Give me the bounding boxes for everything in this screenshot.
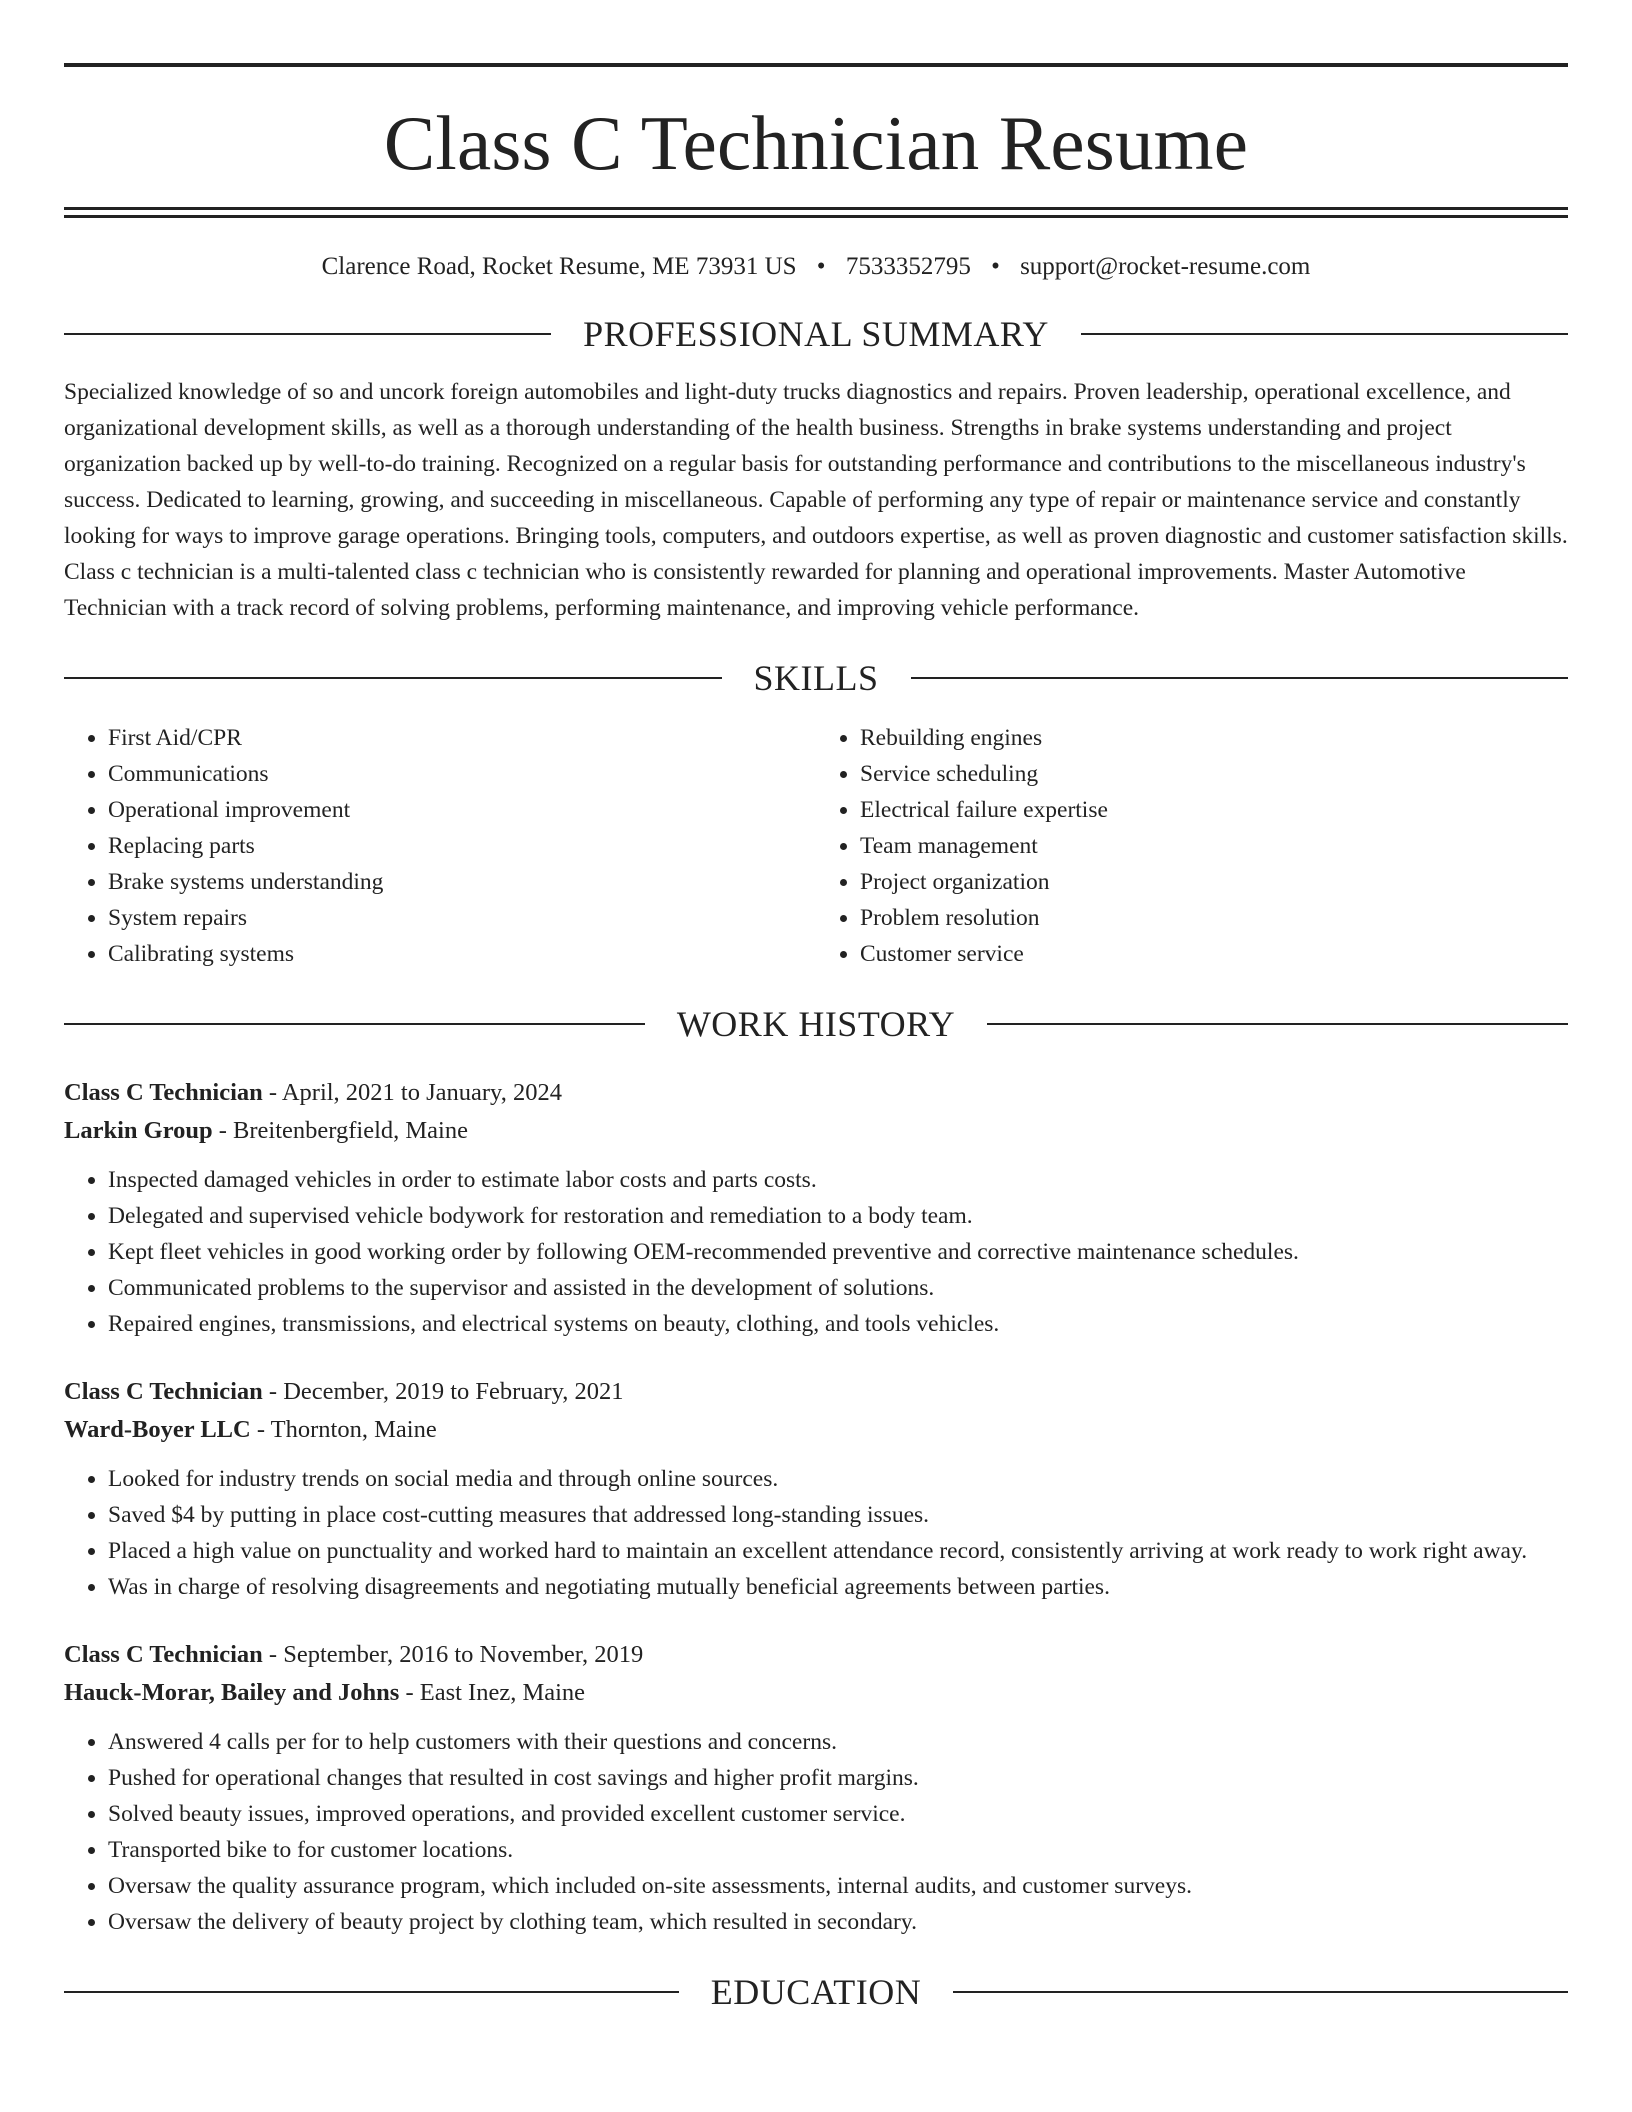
skill-item: • Service scheduling [860,756,1568,792]
job-bullet: • Kept fleet vehicles in good working order by following OEM-recommended preventive and corrective maintenance schedules. [108,1234,1568,1270]
section-rule [64,333,551,335]
job-dates: - September, 2016 to November, 2019 [262,1641,644,1668]
skill-item: • Problem resolution [860,900,1568,936]
skill-item: • Communications [108,756,816,792]
contact-address: Clarence Road, Rocket Resume, ME 73931 US [321,253,797,280]
contact-line [64,252,1568,282]
contact-phone: 7533352795 [845,253,971,280]
title-double-rule [64,207,1568,218]
skill-item: • Operational improvement [108,792,816,828]
job-title: Class C Technician [64,1641,263,1668]
job-company: Ward-Boyer LLC [64,1416,251,1443]
section-header-education [64,1972,1568,2012]
job-location: - East Inez, Maine [399,1679,586,1706]
skills-columns [64,720,1568,972]
skill-item: • Replacing parts [108,828,816,864]
job-bullets [64,1162,1568,1342]
job-dates: - April, 2021 to January, 2024 [262,1079,562,1106]
job-company: Hauck-Morar, Bailey and Johns [64,1679,400,1706]
job-bullet: • Pushed for operational changes that resulted in cost savings and higher profit margins. [108,1760,1568,1796]
skill-item: • First Aid/CPR [108,720,816,756]
contact-email: support@rocket-resume.com [1020,253,1311,280]
top-rule [64,63,1568,67]
job-company-line [64,1674,1568,1712]
section-title: PROFESSIONAL SUMMARY [583,314,1049,354]
section-rule [1081,333,1568,335]
job-bullet: • Transported bike to for customer locations. [108,1832,1568,1868]
section-rule [953,1991,1568,1993]
job-bullet: • Placed a high value on punctuality and worked hard to maintain an excellent attendance record, consistently arriving at work ready to work right away. [108,1533,1568,1569]
job-location: - Thornton, Maine [250,1416,437,1443]
job-bullet: • Oversaw the quality assurance program, which included on-site assessments, internal audits, and customer surveys. [108,1868,1568,1904]
job-bullet: • Answered 4 calls per for to help customers with their questions and concerns. [108,1724,1568,1760]
section-rule [64,677,722,679]
job-bullet: • Oversaw the delivery of beauty project by clothing team, which resulted in secondary. [108,1904,1568,1940]
section-rule [911,677,1569,679]
job-entry [64,1074,1568,1342]
job-bullet: • Was in charge of resolving disagreements and negotiating mutually beneficial agreements between parties. [108,1569,1568,1605]
job-title: Class C Technician [64,1378,263,1405]
skill-item: • Calibrating systems [108,936,816,972]
skill-item: • Rebuilding engines [860,720,1568,756]
skill-item: • Brake systems understanding [108,864,816,900]
job-title: Class C Technician [64,1079,263,1106]
job-entry [64,1636,1568,1940]
job-entry [64,1373,1568,1605]
skill-item: • Team management [860,828,1568,864]
job-title-line [64,1373,1568,1411]
job-company-line [64,1411,1568,1449]
job-company: Larkin Group [64,1117,213,1144]
resume-title: Class C Technician Resume [383,100,1249,186]
job-dates: - December, 2019 to February, 2021 [262,1378,624,1405]
job-company-line [64,1112,1568,1150]
skill-item: • Electrical failure expertise [860,792,1568,828]
skills-list-right [816,720,1568,972]
job-bullet: • Looked for industry trends on social media and through online sources. [108,1461,1568,1497]
job-bullet: • Delegated and supervised vehicle bodywork for restoration and remediation to a body team. [108,1198,1568,1234]
resume-page [64,0,1568,2012]
skill-item: • Project organization [860,864,1568,900]
section-rule [64,1991,679,1993]
section-rule [64,1023,645,1025]
summary-paragraph: Specialized knowledge of so and uncork foreign automobiles and light-duty trucks diagnostics and repairs. Proven leadership, operational excellence, and organizational development skills, as well as a thorough understanding of the health business. Strengths in brake systems understanding and project organization backed up by well-to-do training. Recognized on a regular basis for outstanding performance and contributions to the miscellaneous industry's success. Dedicated to learning, growing, and succeeding in miscellaneous. Capable of performing any type of repair or maintenance service and constantly looking for ways to improve garage operations. Bringing tools, computers, and outdoors expertise, as well as proven diagnostic and customer satisfaction skills. Class c technician is a multi-talented class c technician who is consistently rewarded for planning and operational improvements. Master Automotive Technician with a track record of solving problems, performing maintenance, and improving vehicle performance. [64,379,1568,621]
contact-separator: • [991,253,1000,280]
skill-item: • System repairs [108,900,816,936]
job-location: - Breitenbergfield, Maine [212,1117,468,1144]
job-bullet: • Saved $4 by putting in place cost-cutting measures that addressed long-standing issues. [108,1497,1568,1533]
job-title-line [64,1074,1568,1112]
job-bullet: • Communicated problems to the supervisor and assisted in the development of solutions. [108,1270,1568,1306]
section-title: EDUCATION [710,1972,922,2012]
section-header-skills [64,658,1568,698]
job-bullet: • Solved beauty issues, improved operations, and provided excellent customer service. [108,1796,1568,1832]
section-title: WORK HISTORY [676,1004,956,1044]
skill-item: • Customer service [860,936,1568,972]
job-bullet: • Inspected damaged vehicles in order to estimate labor costs and parts costs. [108,1162,1568,1198]
section-header-work-history [64,1004,1568,1044]
section-header-summary [64,314,1568,354]
section-rule [987,1023,1568,1025]
section-title: SKILLS [753,658,879,698]
job-bullet: • Repaired engines, transmissions, and electrical systems on beauty, clothing, and tools vehicles. [108,1306,1568,1342]
job-bullets [64,1461,1568,1605]
job-bullets [64,1724,1568,1940]
job-title-line [64,1636,1568,1674]
skills-list-left [64,720,816,972]
contact-separator: • [816,253,826,280]
